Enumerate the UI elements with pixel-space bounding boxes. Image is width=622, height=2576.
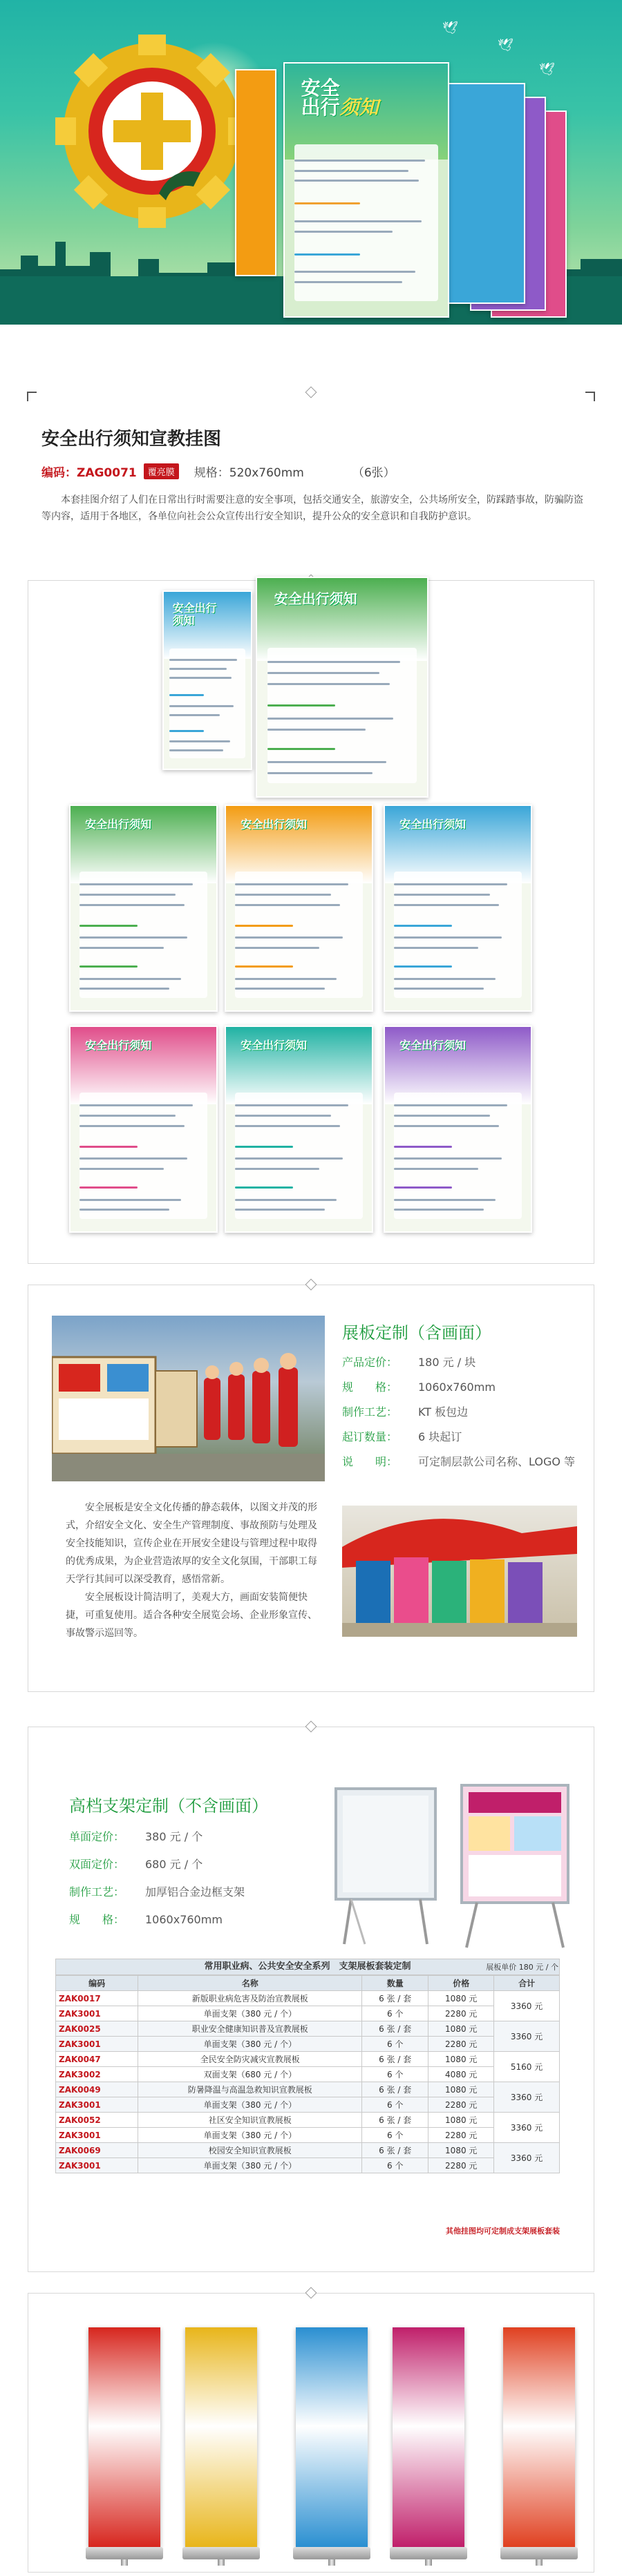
stand-spec-value: 680 元 / 个 <box>145 1858 203 1871</box>
safety-cross-emblem-icon <box>55 35 249 228</box>
table-cell-price: 4080 元 <box>428 2067 494 2082</box>
board-spec-value: 6 块起订 <box>418 1430 462 1443</box>
board-spec-key: 起订数量： <box>342 1430 398 1443</box>
rollup-banner <box>83 2327 166 2566</box>
lamination-badge: 覆亮膜 <box>144 463 179 479</box>
table-cell-price: 1080 元 <box>428 2021 494 2037</box>
stand-single-illustration <box>330 1785 441 1948</box>
table-row <box>56 2021 560 2037</box>
product-title: 安全出行须知宣教挂图 <box>41 429 222 450</box>
poster-thumbnail <box>225 805 373 1012</box>
rollup-banner <box>498 2327 581 2566</box>
stand-spec-key: 双面定价： <box>69 1858 125 1871</box>
poster-title-1: 安全 <box>301 76 340 99</box>
board-spec-value: KT 板包边 <box>418 1405 469 1419</box>
poster-thumbnail <box>384 805 532 1012</box>
table-cell-qty: 6 个 <box>362 2097 428 2113</box>
board-spec-key: 说 明： <box>342 1455 398 1468</box>
bird-icon: 🕊 <box>442 21 458 35</box>
poster-thumbnail <box>162 590 252 770</box>
size-label <box>194 463 304 480</box>
diamond-divider-icon <box>305 2287 317 2299</box>
stand-spec-value: 1060x760mm <box>145 1913 223 1926</box>
board-spec-key: 规 格： <box>342 1381 398 1394</box>
diamond-divider-icon <box>305 1721 317 1733</box>
table-row <box>56 2006 560 2021</box>
stand-spec-value: 380 元 / 个 <box>145 1830 203 1843</box>
stand-spec-row <box>69 1906 245 1934</box>
table-cell-name: 社区安全知识宣教展板 <box>138 2113 362 2128</box>
poster-thumbnail-title: 安全出行须知 <box>85 817 152 831</box>
stand-spec-key: 单面定价： <box>69 1830 125 1843</box>
board-spec-value: 可定制层款公司名称、LOGO 等 <box>418 1455 576 1468</box>
table-cell-total: 3360 元 <box>494 2082 560 2113</box>
stand-spec-value: 加厚铝合金边框支架 <box>145 1885 245 1899</box>
table-cell-name: 全民安全防灾减灾宣教展板 <box>138 2052 362 2067</box>
table-cell-price: 2280 元 <box>428 2097 494 2113</box>
table-cell-name: 单面支架（380 元 / 个） <box>138 2158 362 2173</box>
stand-set-table <box>55 1975 560 2173</box>
product-description: 本套挂图介绍了人们在日常出行时需要注意的安全事项，包括交通安全，旅游安全，公共场所安全，防踩踏事故，防骗防盗等内容，适用于各地区，各单位向社会公众宣传出行安全知识，提升公众的安全意识和自我防护意识。 <box>41 494 583 522</box>
table-cell-qty: 6 个 <box>362 2037 428 2052</box>
board-spec-row <box>342 1425 575 1450</box>
table-cell-qty: 6 个 <box>362 2006 428 2021</box>
table-cell-qty: 6 张 / 套 <box>362 2082 428 2097</box>
poster-thumbnail <box>69 805 218 1012</box>
product-code-row <box>41 463 395 480</box>
exhibition-photo-hall <box>342 1506 577 1637</box>
poster-title-2: 出行 <box>301 95 340 119</box>
table-cell-qty: 6 张 / 套 <box>362 2143 428 2158</box>
table-cell-code: ZAK3001 <box>56 2097 138 2113</box>
table-row <box>56 2037 560 2052</box>
table-cell-code: ZAK0069 <box>56 2143 138 2158</box>
poster-thumbnail <box>69 1026 218 1233</box>
size-key: 规格： <box>194 466 229 480</box>
table-row <box>56 2113 560 2128</box>
table-header-cell: 合计 <box>494 1976 560 1991</box>
stand-spec-key: 规 格： <box>69 1913 125 1926</box>
table-row <box>56 2128 560 2143</box>
table-header-cell: 价格 <box>428 1976 494 1991</box>
stand-table-note: 展板单价 180 元 / 个 <box>486 1963 558 1972</box>
rollup-banner <box>180 2327 263 2566</box>
display-board-title: 展板定制（含画面） <box>342 1323 491 1343</box>
diamond-divider-icon <box>305 387 317 398</box>
board-spec-row <box>342 1450 575 1474</box>
poster-thumbnail-title: 安全出行须知 <box>399 1038 466 1052</box>
display-board-specs <box>342 1350 575 1474</box>
stand-spec-row <box>69 1823 245 1851</box>
table-cell-total: 5160 元 <box>494 2052 560 2082</box>
poster-thumbnail-title: 安全出行须知 <box>241 817 308 831</box>
diamond-divider-icon <box>305 1279 317 1291</box>
table-cell-name: 双面支架（680 元 / 个） <box>138 2067 362 2082</box>
table-row <box>56 2067 560 2082</box>
board-spec-value: 1060x760mm <box>418 1381 496 1394</box>
table-cell-qty: 6 个 <box>362 2158 428 2173</box>
table-cell-total: 3360 元 <box>494 1991 560 2021</box>
rollup-banner <box>290 2327 373 2566</box>
stand-table-footnote: 其他挂图均可定制成支架展板套装 <box>446 2227 560 2236</box>
table-cell-price: 1080 元 <box>428 2143 494 2158</box>
bird-icon: 🕊 <box>498 38 513 52</box>
table-row <box>56 2143 560 2158</box>
table-cell-total: 3360 元 <box>494 2021 560 2052</box>
table-cell-code: ZAK3001 <box>56 2158 138 2173</box>
table-cell-name: 单面支架（380 元 / 个） <box>138 2097 362 2113</box>
size-value: 520x760mm <box>229 466 304 480</box>
poster-thumbnail-title: 安全出行须知 <box>241 1038 308 1052</box>
hero-poster-back-2 <box>442 83 525 304</box>
table-cell-code: ZAK0052 <box>56 2113 138 2128</box>
table-header-row <box>56 1976 560 1991</box>
table-row <box>56 1991 560 2006</box>
table-cell-price: 2280 元 <box>428 2006 494 2021</box>
table-cell-code: ZAK3001 <box>56 2128 138 2143</box>
stand-table-title: 常用职业病、公共安全安全系列 支架展板套装定制 <box>55 1959 560 1975</box>
rollup-banner <box>387 2327 470 2566</box>
table-cell-qty: 6 个 <box>362 2067 428 2082</box>
poster-thumbnail-title: 安全出行须知 <box>172 602 217 627</box>
hero-banner <box>0 0 622 325</box>
poster-title-3: 须知 <box>339 95 379 119</box>
table-row <box>56 2052 560 2067</box>
product-code: 编码：ZAG0071 <box>41 466 137 480</box>
table-header-cell: 名称 <box>138 1976 362 1991</box>
hero-poster-stack <box>235 28 581 325</box>
table-cell-code: ZAK0025 <box>56 2021 138 2037</box>
table-cell-price: 1080 元 <box>428 1991 494 2006</box>
table-cell-code: ZAK0017 <box>56 1991 138 2006</box>
poster-thumbnail <box>256 577 428 798</box>
hero-poster-back-1 <box>235 69 276 276</box>
display-board-para-1: 安全展板是安全文化传播的静态载体，以图文并茂的形式，介绍安全文化、安全生产管理制度、事故预防与处理及安全技能知识，宣传企业在开展安全建设与管理过程中取得的优秀成果，为企业营造浓厚的安全文化氛围，干部职工每天学行其间可以深受教育，感悟常新。 <box>66 1502 317 1585</box>
poster-thumbnail-title: 安全出行须知 <box>274 590 357 607</box>
table-row <box>56 2097 560 2113</box>
board-spec-row <box>342 1375 575 1400</box>
table-cell-code: ZAK0049 <box>56 2082 138 2097</box>
table-header-cell: 编码 <box>56 1976 138 1991</box>
stand-double-illustration <box>456 1782 574 1951</box>
hero-poster-main <box>283 62 449 318</box>
board-spec-key: 制作工艺： <box>342 1405 398 1419</box>
table-row <box>56 2082 560 2097</box>
table-cell-code: ZAK3001 <box>56 2006 138 2021</box>
table-cell-name: 防暑降温与高温急救知识宣教展板 <box>138 2082 362 2097</box>
table-cell-price: 1080 元 <box>428 2113 494 2128</box>
stand-title: 高档支架定制（不含画面） <box>69 1796 268 1816</box>
poster-thumbnail <box>384 1026 532 1233</box>
table-cell-code: ZAK3002 <box>56 2067 138 2082</box>
table-cell-code: ZAK0047 <box>56 2052 138 2067</box>
table-cell-price: 2280 元 <box>428 2158 494 2173</box>
table-cell-name: 职业安全健康知识普及宣教展板 <box>138 2021 362 2037</box>
poster-thumbnail <box>225 1026 373 1233</box>
table-cell-qty: 6 张 / 套 <box>362 2021 428 2037</box>
table-cell-qty: 6 张 / 套 <box>362 1991 428 2006</box>
poster-thumbnail-title: 安全出行须知 <box>399 817 466 831</box>
board-spec-row <box>342 1400 575 1425</box>
table-cell-name: 新版职业病危害及防治宣教展板 <box>138 1991 362 2006</box>
stand-spec-row <box>69 1878 245 1906</box>
stand-spec-key: 制作工艺： <box>69 1885 125 1899</box>
product-info-frame <box>28 392 594 572</box>
board-spec-value: 180 元 / 块 <box>418 1356 476 1369</box>
table-header-cell: 数量 <box>362 1976 428 1991</box>
bird-icon: 🕊 <box>539 62 555 77</box>
board-spec-row <box>342 1350 575 1375</box>
table-cell-name: 单面支架（380 元 / 个） <box>138 2037 362 2052</box>
table-cell-name: 单面支架（380 元 / 个） <box>138 2128 362 2143</box>
table-cell-name: 校园安全知识宣教展板 <box>138 2143 362 2158</box>
table-cell-qty: 6 张 / 套 <box>362 2113 428 2128</box>
table-cell-code: ZAK3001 <box>56 2037 138 2052</box>
table-cell-total: 3360 元 <box>494 2113 560 2143</box>
table-cell-qty: 6 张 / 套 <box>362 2052 428 2067</box>
display-board-para-2: 安全展板设计简洁明了，美观大方，画面安装简便快捷，可重复使用。适合各种安全展览会场、企业形象宣传、事故警示巡回等。 <box>66 1592 317 1639</box>
stand-spec-row <box>69 1851 245 1878</box>
table-cell-price: 2280 元 <box>428 2128 494 2143</box>
set-count: （6张） <box>352 466 395 480</box>
table-cell-price: 2280 元 <box>428 2037 494 2052</box>
table-cell-price: 1080 元 <box>428 2082 494 2097</box>
table-cell-price: 1080 元 <box>428 2052 494 2067</box>
stand-specs <box>69 1823 245 1934</box>
board-spec-key: 产品定价： <box>342 1356 398 1369</box>
poster-thumbnail-title: 安全出行须知 <box>85 1038 152 1052</box>
exhibition-photo-workers <box>52 1316 325 1481</box>
table-cell-name: 单面支架（380 元 / 个） <box>138 2006 362 2021</box>
table-row <box>56 2158 560 2173</box>
table-cell-qty: 6 个 <box>362 2128 428 2143</box>
table-cell-total: 3360 元 <box>494 2143 560 2173</box>
